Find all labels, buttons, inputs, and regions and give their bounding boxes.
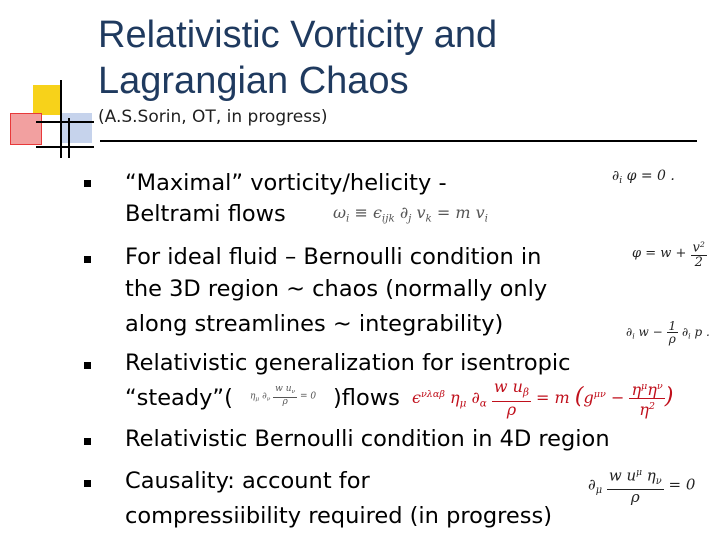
equation-beltrami: $\omega_i \equiv \epsilon_{ijk}$ $\partial_j$ $v_k = m$ $v_i$ (333, 203, 488, 225)
bullet-marker-icon (84, 180, 91, 187)
slide-title-line-1: Relativistic Vorticity and (98, 14, 498, 56)
slide-title-line-2: Lagrangian Chaos (98, 60, 409, 102)
corner-decoration (0, 0, 100, 170)
deco-vertical-line-2 (68, 118, 70, 158)
bullet-5-line-2: compressiibility required (in progress) (125, 503, 552, 529)
bullet-2-line-1: For ideal fluid – Bernoulli condition in (125, 244, 542, 270)
equation-euler: $\partial_i$ w − $\frac{1}{\rho}$ $\partial_i$ p . (626, 319, 710, 346)
bullet-marker-icon (84, 256, 91, 263)
equation-relativistic-bernoulli: $\partial_\mu$ $\frac{w u^\mu \eta_\nu}{\rho}$ = 0 (588, 466, 696, 506)
deco-horizontal-line (36, 121, 94, 123)
bullet-2-line-2: the 3D region ~ chaos (normally only (125, 276, 548, 302)
equation-bernoulli-phi: φ = w + $\frac{v^2}{2}$ (632, 240, 705, 270)
deco-blue-square (62, 113, 92, 143)
bullet-marker-icon (84, 480, 91, 487)
bullet-2-line-3: along streamlines ~ integrability) (125, 311, 504, 337)
bullet-1-line-1: “Maximal” vorticity/helicity - (125, 170, 447, 196)
deco-red-square (10, 113, 42, 145)
bullet-3-line-2b: )flows (333, 385, 400, 411)
bullet-4-line-1: Relativistic Bernoulli condition in 4D region (125, 426, 610, 452)
deco-yellow-square (33, 85, 61, 115)
bullet-marker-icon (84, 362, 91, 369)
bullet-1-line-2: Beltrami flows (125, 201, 286, 227)
bullet-3-line-2a: “steady”( (125, 385, 233, 411)
bullet-5-line-1: Causality: account for (125, 468, 370, 494)
slide-title (98, 12, 698, 104)
title-divider (100, 140, 697, 142)
equation-gradient-phi: $\partial_i$ φ = 0 . (612, 168, 675, 187)
bullet-marker-icon (84, 438, 91, 445)
equation-steady-condition: $\eta_\mu$ $\partial_\nu$ $\frac{w u_\nu}{\rho}$ = 0 (250, 384, 317, 408)
deco-horizontal-line-2 (36, 146, 94, 148)
bullet-3-line-1: Relativistic generalization for isentropic (125, 350, 571, 376)
equation-relativistic-vorticity: $\epsilon^{\nu\lambda\alpha\beta}$ $\eta_\mu$ $\partial_\alpha$ $\frac{w u_\beta}{\rho}$ = m ($g^{\mu\nu}$ − $\frac{\eta^\mu\eta^\nu}{\eta^2}$ ) (412, 377, 674, 419)
slide-subtitle: (A.S.Sorin, OT, in progress) (98, 107, 328, 127)
